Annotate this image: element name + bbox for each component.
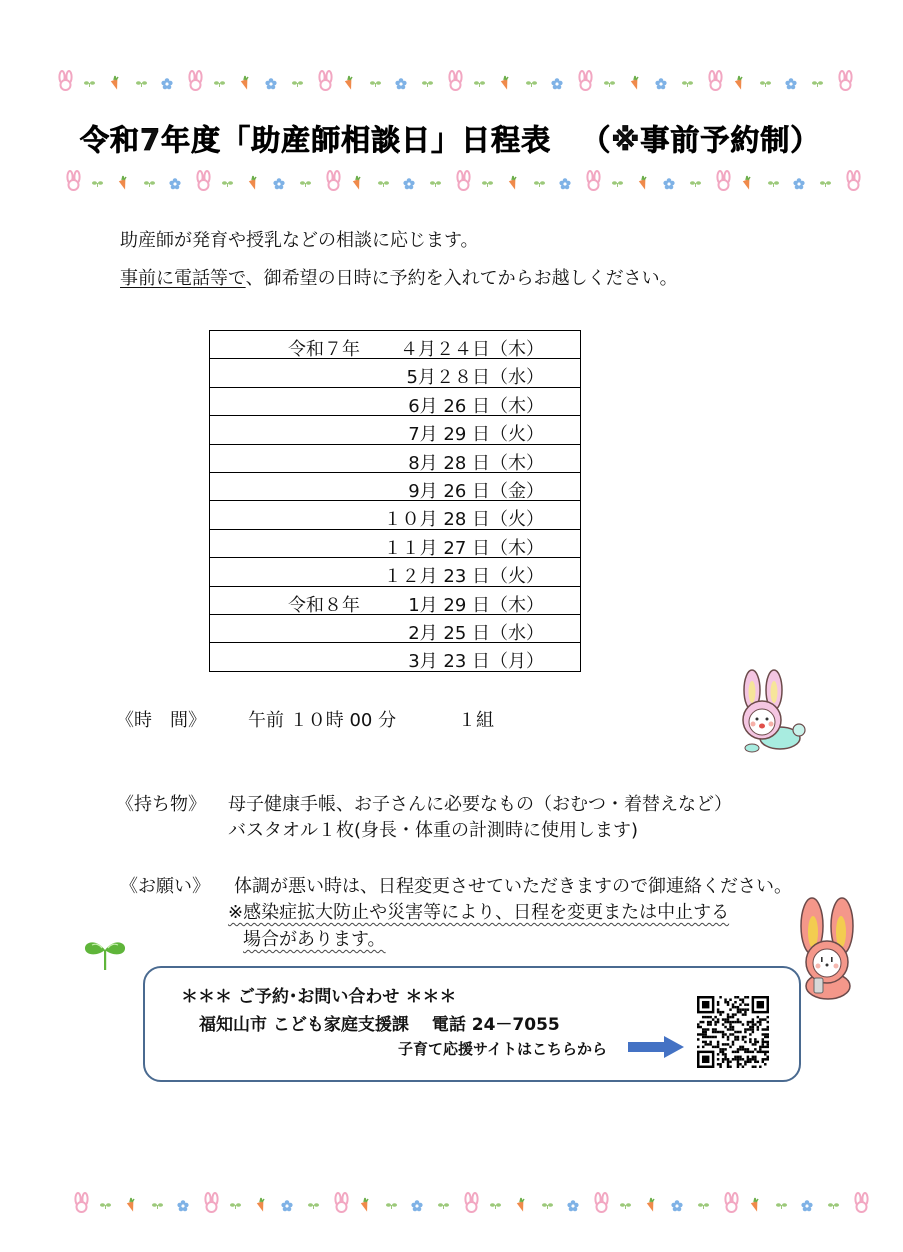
request-line-2: ※感染症拡大防止や災害等により、日程を変更または中止する: [228, 902, 730, 923]
schedule-date: 5月２８日（水）: [406, 367, 544, 389]
intro-line-1: 助産師が発育や授乳などの相談に応じます。: [120, 230, 479, 251]
bunny-carrot-border-icon: [0, 1192, 903, 1214]
schedule-date: 1月 29 日（木）: [408, 594, 544, 616]
schedule-date: 8月 28 日（木）: [408, 452, 544, 474]
schedule-date: 6月 26 日（木）: [408, 395, 544, 417]
schedule-date: １０月 28 日（火）: [383, 509, 544, 531]
schedule-cell: [210, 643, 581, 671]
contact-box: [143, 966, 801, 1082]
schedule-cell: [210, 359, 581, 387]
request-line-1: 体調が悪い時は、日程変更させていただきますので御連絡ください。: [234, 876, 792, 897]
title-decorative-border: [0, 170, 903, 192]
intro-underlined: 事前に電話等で: [120, 268, 246, 289]
intro-line-2: [120, 264, 678, 290]
time-label: 《時 間》: [116, 710, 206, 731]
schedule-date: １１月 27 日（木）: [383, 537, 544, 559]
schedule-cell: [210, 444, 581, 472]
bunny-crawling-illustration-icon: [722, 668, 806, 758]
arrow-right-icon: [628, 1036, 684, 1058]
bunny-carrot-border-icon: [0, 70, 903, 92]
schedule-row: [210, 331, 581, 359]
schedule-row: [210, 586, 581, 614]
schedule-row: [210, 501, 581, 529]
schedule-cell: [210, 529, 581, 557]
page-title: [80, 118, 840, 160]
title-main: 令和7年度「助産師相談日」日程表: [80, 123, 552, 157]
schedule-cell: [210, 472, 581, 500]
intro-rest: 、御希望の日時に予約を入れてからお越しください。: [245, 268, 678, 289]
bunny-carrot-border-icon: [0, 170, 903, 192]
schedule-cell: [210, 614, 581, 642]
request-line-3: 場合があります。: [243, 929, 386, 950]
contact-office-phone: 福知山市 こども家庭支援課 電話 24－7055: [199, 1015, 560, 1035]
schedule-row: [210, 529, 581, 557]
schedule-date: １２月 23 日（火）: [383, 566, 544, 588]
contact-heading: ＊＊＊ ご予約･お問い合わせ ＊＊＊: [181, 987, 457, 1007]
parenting-site-link[interactable]: 子育て応援サイトはこちらから: [398, 1040, 607, 1058]
schedule-row: [210, 444, 581, 472]
top-decorative-border: [0, 70, 903, 92]
time-value: 午前 １０時 00 分: [248, 710, 397, 731]
bottom-decorative-border: [0, 1192, 903, 1214]
schedule-era: 令和８年: [288, 594, 360, 616]
schedule-row: [210, 614, 581, 642]
belongings-line-2: バスタオル１枚(身長・体重の計測時に使用します): [228, 820, 639, 841]
schedule-cell: [210, 558, 581, 586]
belongings-line-1: 母子健康手帳、お子さんに必要なもの（おむつ・着替えなど）: [228, 794, 732, 815]
schedule-cell: [210, 387, 581, 415]
schedule-date: 2月 25 日（水）: [408, 622, 544, 644]
schedule-row: [210, 558, 581, 586]
title-note: （※事前予約制）: [581, 123, 821, 157]
schedule-cell: [210, 586, 581, 614]
schedule-row: [210, 359, 581, 387]
schedule-era: 令和７年: [288, 339, 360, 360]
schedule-row: [210, 643, 581, 671]
schedule-cell: [210, 416, 581, 444]
time-groups: １組: [458, 710, 494, 731]
schedule-date: 7月 29 日（火）: [408, 424, 544, 446]
schedule-row: [210, 472, 581, 500]
schedule-date: ４月２４日（木）: [400, 339, 544, 360]
sprout-illustration-icon: [82, 936, 128, 972]
belongings-label: 《持ち物》: [116, 794, 206, 815]
schedule-date: 3月 23 日（月）: [408, 651, 544, 673]
schedule-cell: [210, 501, 581, 529]
request-label: 《お願い》: [120, 876, 210, 897]
schedule-cell: [210, 331, 581, 359]
qr-code-icon[interactable]: [697, 996, 769, 1068]
schedule-row: [210, 416, 581, 444]
schedule-row: [210, 387, 581, 415]
schedule-date: 9月 26 日（金）: [408, 480, 544, 502]
schedule-table: [209, 330, 581, 672]
